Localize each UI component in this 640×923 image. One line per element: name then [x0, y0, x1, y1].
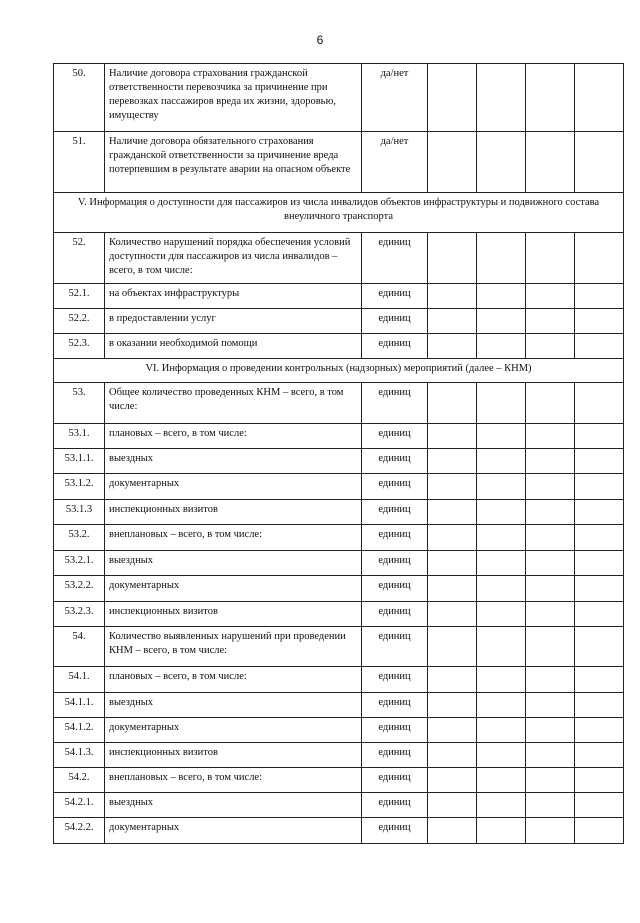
row-number: 53.2. [54, 525, 105, 551]
value-cell [575, 693, 624, 718]
indicator-description: в оказании необходимой помощи [105, 334, 362, 359]
value-cell [526, 424, 575, 449]
unit-of-measure: единиц [362, 424, 428, 449]
unit-of-measure: единиц [362, 768, 428, 793]
value-cell [428, 693, 477, 718]
value-cell [526, 551, 575, 576]
table-row [54, 334, 624, 359]
value-cell [575, 309, 624, 334]
value-cell [575, 793, 624, 818]
section-header-row [54, 193, 624, 233]
row-number: 54. [54, 627, 105, 667]
value-cell [428, 743, 477, 768]
value-cell [575, 132, 624, 193]
indicator-description: выездных [105, 793, 362, 818]
unit-of-measure: единиц [362, 693, 428, 718]
page-number: 6 [316, 33, 324, 47]
value-cell [428, 667, 477, 693]
unit-of-measure: единиц [362, 233, 428, 284]
section-title: VI. Информация о проведении контрольных (надзорных) мероприятий (далее – КНМ) [54, 359, 624, 383]
value-cell [477, 743, 526, 768]
row-number: 51. [54, 132, 105, 193]
indicator-description: документарных [105, 718, 362, 743]
value-cell [477, 474, 526, 500]
value-cell [526, 667, 575, 693]
row-number: 54.2. [54, 768, 105, 793]
unit-of-measure: единиц [362, 667, 428, 693]
row-number: 54.1.2. [54, 718, 105, 743]
value-cell [477, 693, 526, 718]
unit-of-measure: единиц [362, 449, 428, 474]
value-cell [477, 500, 526, 525]
value-cell [526, 627, 575, 667]
value-cell [526, 793, 575, 818]
value-cell [477, 718, 526, 743]
table-row [54, 576, 624, 602]
value-cell [428, 500, 477, 525]
indicator-description: Общее количество проведенных КНМ – всего, в том числе: [105, 383, 362, 424]
row-number: 54.1. [54, 667, 105, 693]
unit-of-measure: единиц [362, 576, 428, 602]
value-cell [526, 602, 575, 627]
unit-of-measure: единиц [362, 383, 428, 424]
value-cell [428, 383, 477, 424]
indicator-description: Количество выявленных нарушений при проведении КНМ – всего, в том числе: [105, 627, 362, 667]
table-row [54, 602, 624, 627]
value-cell [575, 627, 624, 667]
value-cell [575, 602, 624, 627]
row-number: 52.3. [54, 334, 105, 359]
table-row [54, 718, 624, 743]
table-row [54, 627, 624, 667]
row-number: 52. [54, 233, 105, 284]
indicator-description: выездных [105, 449, 362, 474]
row-number: 53.2.1. [54, 551, 105, 576]
table-row [54, 667, 624, 693]
value-cell [428, 132, 477, 193]
value-cell [477, 64, 526, 132]
value-cell [526, 284, 575, 309]
indicator-description: выездных [105, 551, 362, 576]
value-cell [575, 284, 624, 309]
value-cell [526, 132, 575, 193]
value-cell [477, 768, 526, 793]
table-row [54, 284, 624, 309]
indicator-description: внеплановых – всего, в том числе: [105, 768, 362, 793]
value-cell [575, 576, 624, 602]
table-row [54, 768, 624, 793]
row-number: 52.1. [54, 284, 105, 309]
indicator-description: документарных [105, 576, 362, 602]
indicator-description: выездных [105, 693, 362, 718]
indicator-description: плановых – всего, в том числе: [105, 424, 362, 449]
value-cell [477, 309, 526, 334]
unit-of-measure: да/нет [362, 64, 428, 132]
table-row [54, 449, 624, 474]
value-cell [526, 500, 575, 525]
value-cell [477, 793, 526, 818]
value-cell [428, 627, 477, 667]
unit-of-measure: да/нет [362, 132, 428, 193]
unit-of-measure: единиц [362, 743, 428, 768]
value-cell [575, 334, 624, 359]
unit-of-measure: единиц [362, 718, 428, 743]
unit-of-measure: единиц [362, 627, 428, 667]
unit-of-measure: единиц [362, 334, 428, 359]
value-cell [428, 525, 477, 551]
value-cell [575, 474, 624, 500]
table-body [54, 64, 624, 844]
table-row [54, 309, 624, 334]
value-cell [575, 64, 624, 132]
value-cell [428, 309, 477, 334]
table-row [54, 474, 624, 500]
value-cell [477, 424, 526, 449]
value-cell [575, 818, 624, 844]
unit-of-measure: единиц [362, 474, 428, 500]
value-cell [477, 334, 526, 359]
value-cell [575, 667, 624, 693]
value-cell [575, 424, 624, 449]
value-cell [428, 602, 477, 627]
value-cell [526, 693, 575, 718]
value-cell [428, 449, 477, 474]
value-cell [526, 743, 575, 768]
unit-of-measure: единиц [362, 525, 428, 551]
value-cell [428, 284, 477, 309]
row-number: 53.1.2. [54, 474, 105, 500]
value-cell [526, 233, 575, 284]
indicator-description: Количество нарушений порядка обеспечения условий доступности для пассажиров из числа инвалидов – всего, в том числе: [105, 233, 362, 284]
row-number: 53. [54, 383, 105, 424]
indicator-description: Наличие договора страхования гражданской ответственности перевозчика за причинение при перевозках пассажиров вреда их жизни, здоровью, имуществу [105, 64, 362, 132]
row-number: 54.2.2. [54, 818, 105, 844]
indicator-description: инспекционных визитов [105, 500, 362, 525]
table-row [54, 793, 624, 818]
value-cell [575, 551, 624, 576]
indicator-description: Наличие договора обязательного страхования гражданской ответственности за причинение вреда потерпевшим в результате аварии на опасном объекте [105, 132, 362, 193]
value-cell [575, 233, 624, 284]
row-number: 54.1.1. [54, 693, 105, 718]
table-row [54, 693, 624, 718]
value-cell [477, 132, 526, 193]
value-cell [428, 793, 477, 818]
value-cell [477, 525, 526, 551]
value-cell [575, 768, 624, 793]
row-number: 53.2.2. [54, 576, 105, 602]
value-cell [526, 449, 575, 474]
value-cell [477, 449, 526, 474]
unit-of-measure: единиц [362, 551, 428, 576]
value-cell [477, 576, 526, 602]
value-cell [575, 383, 624, 424]
value-cell [428, 718, 477, 743]
table-row [54, 818, 624, 844]
value-cell [526, 64, 575, 132]
value-cell [477, 383, 526, 424]
value-cell [575, 500, 624, 525]
value-cell [526, 718, 575, 743]
row-number: 53.2.3. [54, 602, 105, 627]
value-cell [428, 474, 477, 500]
section-title: V. Информация о доступности для пассажиров из числа инвалидов объектов инфраструктуры и подвижного состава внеуличного транспорта [54, 193, 624, 233]
row-number: 54.2.1. [54, 793, 105, 818]
value-cell [428, 424, 477, 449]
value-cell [477, 602, 526, 627]
indicator-description: инспекционных визитов [105, 743, 362, 768]
value-cell [526, 309, 575, 334]
value-cell [526, 474, 575, 500]
value-cell [477, 667, 526, 693]
value-cell [477, 627, 526, 667]
indicator-description: на объектах инфраструктуры [105, 284, 362, 309]
table-row [54, 551, 624, 576]
value-cell [575, 525, 624, 551]
row-number: 53.1.1. [54, 449, 105, 474]
value-cell [526, 576, 575, 602]
value-cell [526, 768, 575, 793]
value-cell [428, 64, 477, 132]
value-cell [428, 818, 477, 844]
report-table [53, 63, 624, 844]
row-number: 50. [54, 64, 105, 132]
table-row [54, 525, 624, 551]
indicator-description: документарных [105, 818, 362, 844]
table-row [54, 233, 624, 284]
table-row [54, 132, 624, 193]
unit-of-measure: единиц [362, 602, 428, 627]
unit-of-measure: единиц [362, 309, 428, 334]
unit-of-measure: единиц [362, 793, 428, 818]
row-number: 53.1.3 [54, 500, 105, 525]
value-cell [477, 551, 526, 576]
unit-of-measure: единиц [362, 284, 428, 309]
table-row [54, 500, 624, 525]
table-row [54, 743, 624, 768]
value-cell [428, 233, 477, 284]
row-number: 53.1. [54, 424, 105, 449]
value-cell [575, 718, 624, 743]
value-cell [428, 576, 477, 602]
indicator-description: плановых – всего, в том числе: [105, 667, 362, 693]
indicator-description: документарных [105, 474, 362, 500]
indicator-description: в предоставлении услуг [105, 309, 362, 334]
value-cell [575, 743, 624, 768]
section-header-row [54, 359, 624, 383]
table-row [54, 64, 624, 132]
value-cell [428, 768, 477, 793]
value-cell [526, 383, 575, 424]
indicator-description: инспекционных визитов [105, 602, 362, 627]
unit-of-measure: единиц [362, 818, 428, 844]
value-cell [575, 449, 624, 474]
table-row [54, 424, 624, 449]
table-row [54, 383, 624, 424]
value-cell [477, 284, 526, 309]
value-cell [477, 233, 526, 284]
value-cell [526, 525, 575, 551]
row-number: 54.1.3. [54, 743, 105, 768]
value-cell [526, 818, 575, 844]
value-cell [526, 334, 575, 359]
unit-of-measure: единиц [362, 500, 428, 525]
value-cell [428, 551, 477, 576]
indicator-description: внеплановых – всего, в том числе: [105, 525, 362, 551]
value-cell [477, 818, 526, 844]
row-number: 52.2. [54, 309, 105, 334]
value-cell [428, 334, 477, 359]
